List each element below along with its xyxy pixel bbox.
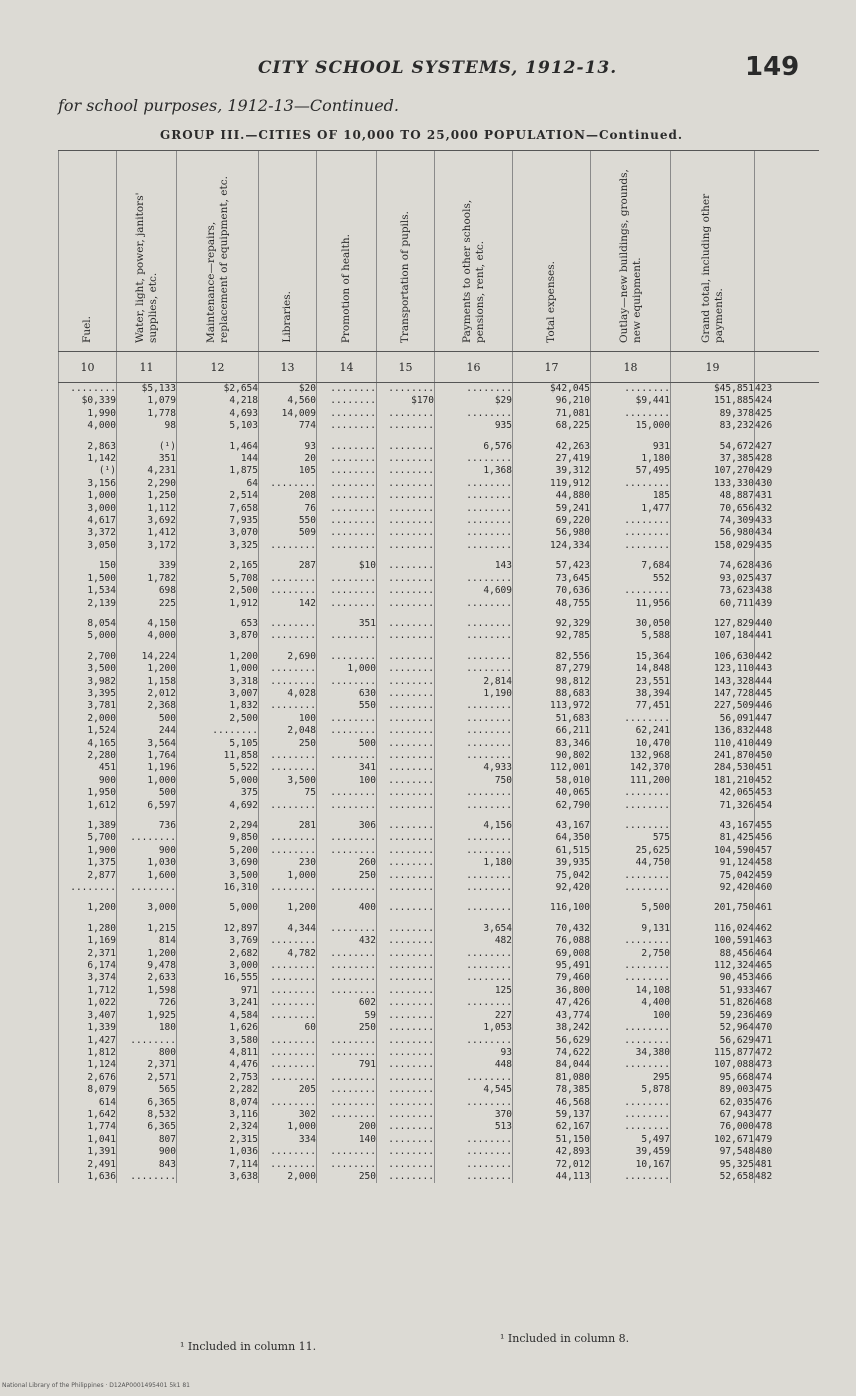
- table-cell: 2,863 1,142 (¹) 3,156 1,000 3,000 4,617 3,372 3,050: [59, 441, 117, 553]
- footnote: ¹ Included in column 11.: [180, 1340, 317, 1353]
- table-cell: ........ $29 ........ 935: [435, 383, 513, 433]
- table-cell: 143 ........ 4,609 ........: [435, 560, 513, 610]
- column-header: Transportation of pupils.: [377, 151, 435, 352]
- table-row-group: [59, 383, 819, 433]
- table-cell: 400: [317, 902, 377, 914]
- table-cell: 3,000: [117, 902, 177, 914]
- scan-credit: National Library of the Philippines · D12AP0001495401 5k1 81: [2, 1382, 190, 1389]
- table-cell: 43,167 81,425 104,590 91,124 75,042 92,420: [671, 820, 755, 894]
- table-cell: ........ ........ ........ ........ ........ ........ ........ ........ ........ ........ ........ ........ ........ ........ ........ ........ ........ ........ ........ ........ ........: [377, 923, 435, 1184]
- table-cell: ........: [377, 902, 435, 914]
- column-number: 10: [59, 352, 117, 383]
- line-number: 427 428 429 430 431 432 433 434 435: [755, 441, 819, 553]
- table-cell: 150 1,500 1,534 2,139: [59, 560, 117, 610]
- table-cell: 8,054 5,000: [59, 618, 117, 643]
- table-cell: 931 1,180 57,495 ........ 185 1,477 ........ ........ ........: [591, 441, 671, 553]
- column-header: Water, light, power, janitors' supplies, etc.: [117, 151, 177, 352]
- table-cell: $20 4,560 14,009 774: [259, 383, 317, 433]
- table-cell: 2,700 3,500 3,982 3,395 3,781 2,000 1,524 4,165 2,280 451 900 1,950 1,612: [59, 651, 117, 812]
- table-cell: 1,200: [259, 902, 317, 914]
- column-header: Maintenance—repairs, replacement of equipment, etc.: [177, 151, 259, 352]
- column-number: 14: [317, 352, 377, 383]
- column-number: 12: [177, 352, 259, 383]
- column-number: 16: [435, 352, 513, 383]
- column-header: Total expenses.: [513, 151, 591, 352]
- table-cell: 7,684 552 ........ 11,956: [591, 560, 671, 610]
- table-cell: ........ $9,441 ........ 15,000: [591, 383, 671, 433]
- table-cell: 92,329 92,785: [513, 618, 591, 643]
- group-spacer: [59, 610, 819, 618]
- column-number: 17: [513, 352, 591, 383]
- table-cell: 70,432 76,088 69,008 95,491 79,460 36,800 47,426 43,774 38,242 56,629 74,622 84,044 81,080 78,385 46,568 59,137 62,167 51,150 42,893 72,012 44,113: [513, 923, 591, 1184]
- column-header: Fuel.: [59, 151, 117, 352]
- table-cell: 74,628 93,025 73,623 60,711: [671, 560, 755, 610]
- table-body: [59, 383, 819, 1184]
- table-cell: 1,280 1,169 2,371 6,174 3,374 1,712 1,022 3,407 1,339 1,427 1,812 1,124 2,676 8,079 614 1,642 1,774 1,041 1,391 2,491 1,636: [59, 923, 117, 1184]
- table-cell: 57,423 73,645 70,636 48,755: [513, 560, 591, 610]
- line-number: 442 443 444 445 446 447 448 449 450 451 452 453 454: [755, 651, 819, 812]
- header-row: [59, 151, 819, 352]
- table-cell: 116,024 100,591 88,456 112,324 90,453 51,933 51,826 59,236 52,964 56,629 115,877 107,088 95,668 89,003 62,035 67,943 76,000 102,671 97,548 95,325 52,658: [671, 923, 755, 1184]
- group-spacer: [59, 915, 819, 923]
- line-number: 423 424 425 426: [755, 383, 819, 433]
- running-title: CITY SCHOOL SYSTEMS, 1912-13.: [258, 58, 618, 78]
- column-number: [755, 352, 819, 383]
- table-cell: ........ ........: [377, 618, 435, 643]
- table-cell: 6,576 ........ 1,368 ........ ........ ........ ........ ........ ........: [435, 441, 513, 553]
- table-cell: 1,389 5,700 1,900 1,375 2,877 ........: [59, 820, 117, 894]
- table-cell: ........: [435, 902, 513, 914]
- table-cell: 2,690 ........ ........ 4,028 ........ 100 2,048 250 ........ ........ 3,500 75 ........: [259, 651, 317, 812]
- table-cell: 116,100: [513, 902, 591, 914]
- table-cell: 4,344 ........ 4,782 ........ ........ ........ ........ ........ 60 ........ ........ ........ ........ 205 ........ 302 1,000 334 ........ ........ 2,000: [259, 923, 317, 1184]
- table-cell: ........ ........: [259, 618, 317, 643]
- table-row-group: [59, 820, 819, 894]
- table-cell: 287 ........ ........ 142: [259, 560, 317, 610]
- table-cell: 15,364 14,848 23,551 38,394 77,451 ........ 62,241 10,470 132,968 142,370 111,200 ........ ........: [591, 651, 671, 812]
- table-cell: ........ ........ ........ ........: [377, 560, 435, 610]
- table-cell: 43,167 64,350 61,515 39,935 75,042 92,420: [513, 820, 591, 894]
- table-cell: 201,750: [671, 902, 755, 914]
- table-cell: ........ ........ ........ ........ ........ ........: [377, 820, 435, 894]
- table-cell: 30,050 5,588: [591, 618, 671, 643]
- table-cell: ........ 432 ........ ........ ........ ........ 602 59 250 ........ ........ 791 ........ ........ ........ ........ 200 140 ........ ........ 250: [317, 923, 377, 1184]
- table-row-group: [59, 651, 819, 812]
- table-cell: ........ 1,000 ........ 630 550 ........ ........ 500 ........ 341 100 ........ ........: [317, 651, 377, 812]
- table-cell: ........ ........ ........ ........ ........ ........ ........ ........ ........ ........ ........ ........ ........: [377, 651, 435, 812]
- table-cell: ........ $170 ........ ........: [377, 383, 435, 433]
- column-number: 13: [259, 352, 317, 383]
- page-number: 149: [745, 52, 800, 82]
- table-cell: 127,829 107,184: [671, 618, 755, 643]
- table-row-group: [59, 902, 819, 914]
- table-cell: $42,045 96,210 71,081 68,225: [513, 383, 591, 433]
- table-cell: 1,200: [59, 902, 117, 914]
- column-number: 11: [117, 352, 177, 383]
- table-cell: 339 1,782 698 225: [117, 560, 177, 610]
- line-number: 455 456 457 458 459 460: [755, 820, 819, 894]
- table-cell: 14,224 1,200 1,158 2,012 2,368 500 244 3,564 1,764 1,196 1,000 500 6,597: [117, 651, 177, 812]
- group-spacer: [59, 433, 819, 441]
- table-cell: 4,156 ........ ........ 1,180 ........ ........: [435, 820, 513, 894]
- line-number: 440 441: [755, 618, 819, 643]
- line-number-header: [755, 151, 819, 352]
- line-number: 462 463 464 465 466 467 468 469 470 471 472 473 474 475 476 477 478 479 480 481 482: [755, 923, 819, 1184]
- column-number: 18: [591, 352, 671, 383]
- table-row-group: [59, 441, 819, 553]
- column-header: Promotion of health.: [317, 151, 377, 352]
- table-cell: 653 3,870: [177, 618, 259, 643]
- table-cell: $10 ........ ........ ........: [317, 560, 377, 610]
- table-cell: 3,654 482 ........ ........ ........ 125 ........ 227 1,053 ........ 93 448 ........ 4,545 ........ 370 513 ........ ........ ........ ........: [435, 923, 513, 1184]
- group-title: GROUP III.—CITIES OF 10,000 TO 25,000 POPULATION—Continued.: [160, 128, 684, 142]
- table-cell: ........ 575 25,625 44,750 ........ ........: [591, 820, 671, 894]
- table-cell: 281 ........ ........ 230 1,000 ........: [259, 820, 317, 894]
- table-cell: 351 ........: [317, 618, 377, 643]
- table-cell: 42,263 27,419 39,312 119,912 44,880 59,241 69,220 56,980 124,334: [513, 441, 591, 553]
- table-row-group: [59, 560, 819, 610]
- line-number: 461: [755, 902, 819, 914]
- table-row-group: [59, 923, 819, 1184]
- column-header: Grand total, including other payments.: [671, 151, 755, 352]
- column-number: 19: [671, 352, 755, 383]
- table-cell: 93 20 105 ........ 208 76 550 509 ........: [259, 441, 317, 553]
- column-header: Outlay—new buildings, grounds, new equipment.: [591, 151, 671, 352]
- column-header: Payments to other schools, pensions, rent, etc.: [435, 151, 513, 352]
- table-cell: ........ ........ ........ ........: [317, 383, 377, 433]
- table-cell: 1,464 144 1,875 64 2,514 7,658 7,935 3,070 3,325: [177, 441, 259, 553]
- column-number: 15: [377, 352, 435, 383]
- table-cell: 54,672 37,385 107,270 133,330 48,887 70,656 74,309 56,980 158,029: [671, 441, 755, 553]
- table-cell: 2,294 9,850 5,200 3,690 3,500 16,310: [177, 820, 259, 894]
- column-header: Libraries.: [259, 151, 317, 352]
- table-cell: ........ ........ ........ ........ ........ ........ ........ ........ ........: [317, 441, 377, 553]
- table-cell: 736 ........ 900 1,030 1,600 ........: [117, 820, 177, 894]
- table-cell: $2,654 4,218 4,693 5,103: [177, 383, 259, 433]
- table-cell: 306 ........ ........ 260 250 ........: [317, 820, 377, 894]
- table-cell: ........ ........ ........ ........ ........ ........ ........ ........ ........: [377, 441, 435, 553]
- group-spacer: [59, 894, 819, 902]
- table-cell: 82,556 87,279 98,812 88,683 113,972 51,683 66,211 83,346 90,802 112,001 58,010 40,065 62,790: [513, 651, 591, 812]
- table-cell: 1,200 1,000 3,318 3,007 1,832 2,500 ........ 5,105 11,858 5,522 5,000 375 4,692: [177, 651, 259, 812]
- table-cell: 1,215 814 1,200 9,478 2,633 1,598 726 1,925 180 ........ 800 2,371 2,571 565 6,365 8,532 6,365 807 900 843 ........: [117, 923, 177, 1184]
- group-spacer: [59, 812, 819, 820]
- table-cell: ........ ........: [435, 618, 513, 643]
- table-cell: 2,165 5,708 2,500 1,912: [177, 560, 259, 610]
- table-subtitle: for school purposes, 1912-13—Continued.: [58, 96, 399, 115]
- group-spacer: [59, 552, 819, 560]
- table-row-group: [59, 618, 819, 643]
- table-cell: 5,500: [591, 902, 671, 914]
- table-cell: ........ ........ 2,814 1,190 ........ ........ ........ ........ ........ 4,933 750 ........ ........: [435, 651, 513, 812]
- table-cell: 9,131 ........ 2,750 ........ ........ 14,108 4,400 100 ........ ........ 34,380 ........ 295 5,878 ........ ........ ........ 5,497 39,459 10,167 ........: [591, 923, 671, 1184]
- table-cell: 5,000: [177, 902, 259, 914]
- table-cell: $45,851 151,885 89,378 83,232: [671, 383, 755, 433]
- table-cell: (¹) 351 4,231 2,290 1,250 1,112 3,692 1,412 3,172: [117, 441, 177, 553]
- table-cell: 4,150 4,000: [117, 618, 177, 643]
- table-cell: $5,133 1,079 1,778 98: [117, 383, 177, 433]
- table-cell: ........ $0,339 1,990 4,000: [59, 383, 117, 433]
- column-number-row: [59, 352, 819, 383]
- table-cell: 106,630 123,110 143,328 147,728 227,509 56,091 136,832 110,410 241,870 284,530 181,210 42,065 71,326: [671, 651, 755, 812]
- group-spacer: [59, 643, 819, 651]
- line-number: 436 437 438 439: [755, 560, 819, 610]
- table-cell: 12,897 3,769 2,682 3,000 16,555 971 3,241 4,584 1,626 3,580 4,811 4,476 2,753 2,282 8,074 3,116 2,324 2,315 1,036 7,114 3,638: [177, 923, 259, 1184]
- expenses-table: [58, 150, 819, 1183]
- footnote: ¹ Included in column 8.: [500, 1332, 630, 1345]
